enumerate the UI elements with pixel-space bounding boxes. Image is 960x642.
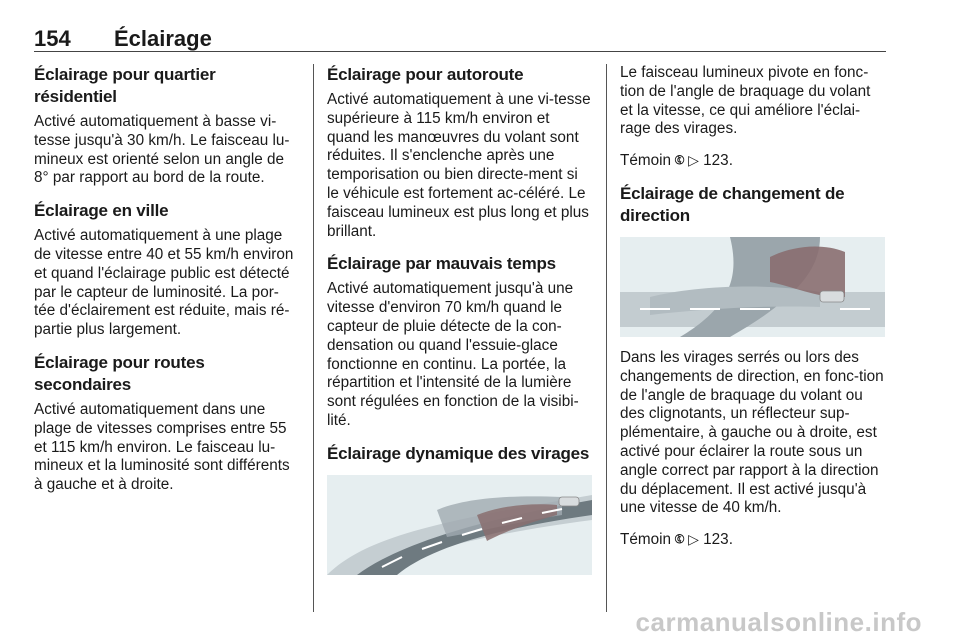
column-1 <box>34 64 299 507</box>
column-divider <box>606 64 607 612</box>
temoin-page: 123. <box>703 152 733 170</box>
section-text-ville: Activé automatiquement à une plage de vitesse entre 40 et 55 km/h environ et quand l'éclairage public est détecté par le capteur de luminosité. La por-tée d'éclairement est réduite, mais ré-partie plus largement. <box>34 227 294 339</box>
section-title-autoroute: Éclairage pour autoroute <box>327 65 524 84</box>
section-title-ville: Éclairage en ville <box>34 201 169 221</box>
headlight-indicator-icon: 🅮 <box>675 531 684 548</box>
header-rule <box>34 51 886 52</box>
temoin-reference-2 <box>620 530 885 550</box>
section-title-virages: Éclairage dynamique des virages <box>327 443 590 463</box>
page-number: 154 <box>34 26 71 51</box>
section-title-residentiel: Éclairage pour quartier résidentiel <box>34 65 216 106</box>
section-title-mauvais-temps: Éclairage par mauvais temps <box>327 254 556 274</box>
section-text-residentiel: Activé automatiquement à basse vi-tesse jusqu'à 30 km/h. Le faisceau lu-mineux est orienté selon un angle de 8° par rapport au bord de la route. <box>34 113 290 187</box>
watermark: carmanualsonline.info <box>635 607 922 637</box>
column-3 <box>620 64 885 562</box>
temoin-page: 123. <box>703 531 733 549</box>
section-title-routes-secondaires: Éclairage pour routes secondaires <box>34 352 205 394</box>
page-header <box>34 22 886 52</box>
temoin-label: Témoin <box>620 531 672 549</box>
section-text-routes-secondaires: Activé automatiquement dans une plage de vitesses comprises entre 55 et 115 km/h environ. Le faisceau lu-mineux et la luminosité sont différents à gauche et à droite. <box>34 400 290 494</box>
changement-direction-text: Dans les virages serrés ou lors des changements de direction, en fonc-tion de l'angle de braquage du volant ou des clignotants, un réflecteur sup-plémentaire, à gauche ou à droite, est activé pour éclairer la route sous un angle correct par rapport à la direction du déplacement. Il est activé jusqu'à une vitesse de 40 km/h. <box>620 348 884 517</box>
headlight-indicator-icon: 🅮 <box>675 152 684 169</box>
page-reference-arrow-icon: ▷ <box>688 152 699 169</box>
curve-lighting-illustration <box>327 475 592 575</box>
chapter-title: Éclairage <box>114 26 212 51</box>
section-title-changement-direction: Éclairage de changement de direction <box>620 183 845 225</box>
page-reference-arrow-icon: ▷ <box>688 531 699 548</box>
turn-lighting-illustration <box>620 237 885 337</box>
temoin-reference-1 <box>620 151 885 171</box>
column-2 <box>327 64 592 587</box>
column-divider <box>313 64 314 612</box>
section-text-autoroute: Activé automatiquement à une vi-tesse supérieure à 115 km/h environ et quand les manœuvres du volant sont réduites. Il s'enclenche après une temporisation ou bien directe-ment si le véhicule est fortement ac-céléré. Le faisceau lumineux est plus long et plus brillant. <box>327 91 591 240</box>
virages-text: Le faisceau lumineux pivote en fonc-tion de l'angle de braquage du volant et la vitesse, ce qui améliore l'éclai-rage des virages. <box>620 64 871 138</box>
section-text-mauvais-temps: Activé automatiquement jusqu'à une vitesse d'environ 70 km/h quand le capteur de pluie détecte de la con-densation ou quand l'essuie-glace fonctionne en continu. La portée, la répartition et l'intensité de la lumière sont régulées en fonction de la visibi-lité. <box>327 280 579 429</box>
temoin-label: Témoin <box>620 152 672 170</box>
